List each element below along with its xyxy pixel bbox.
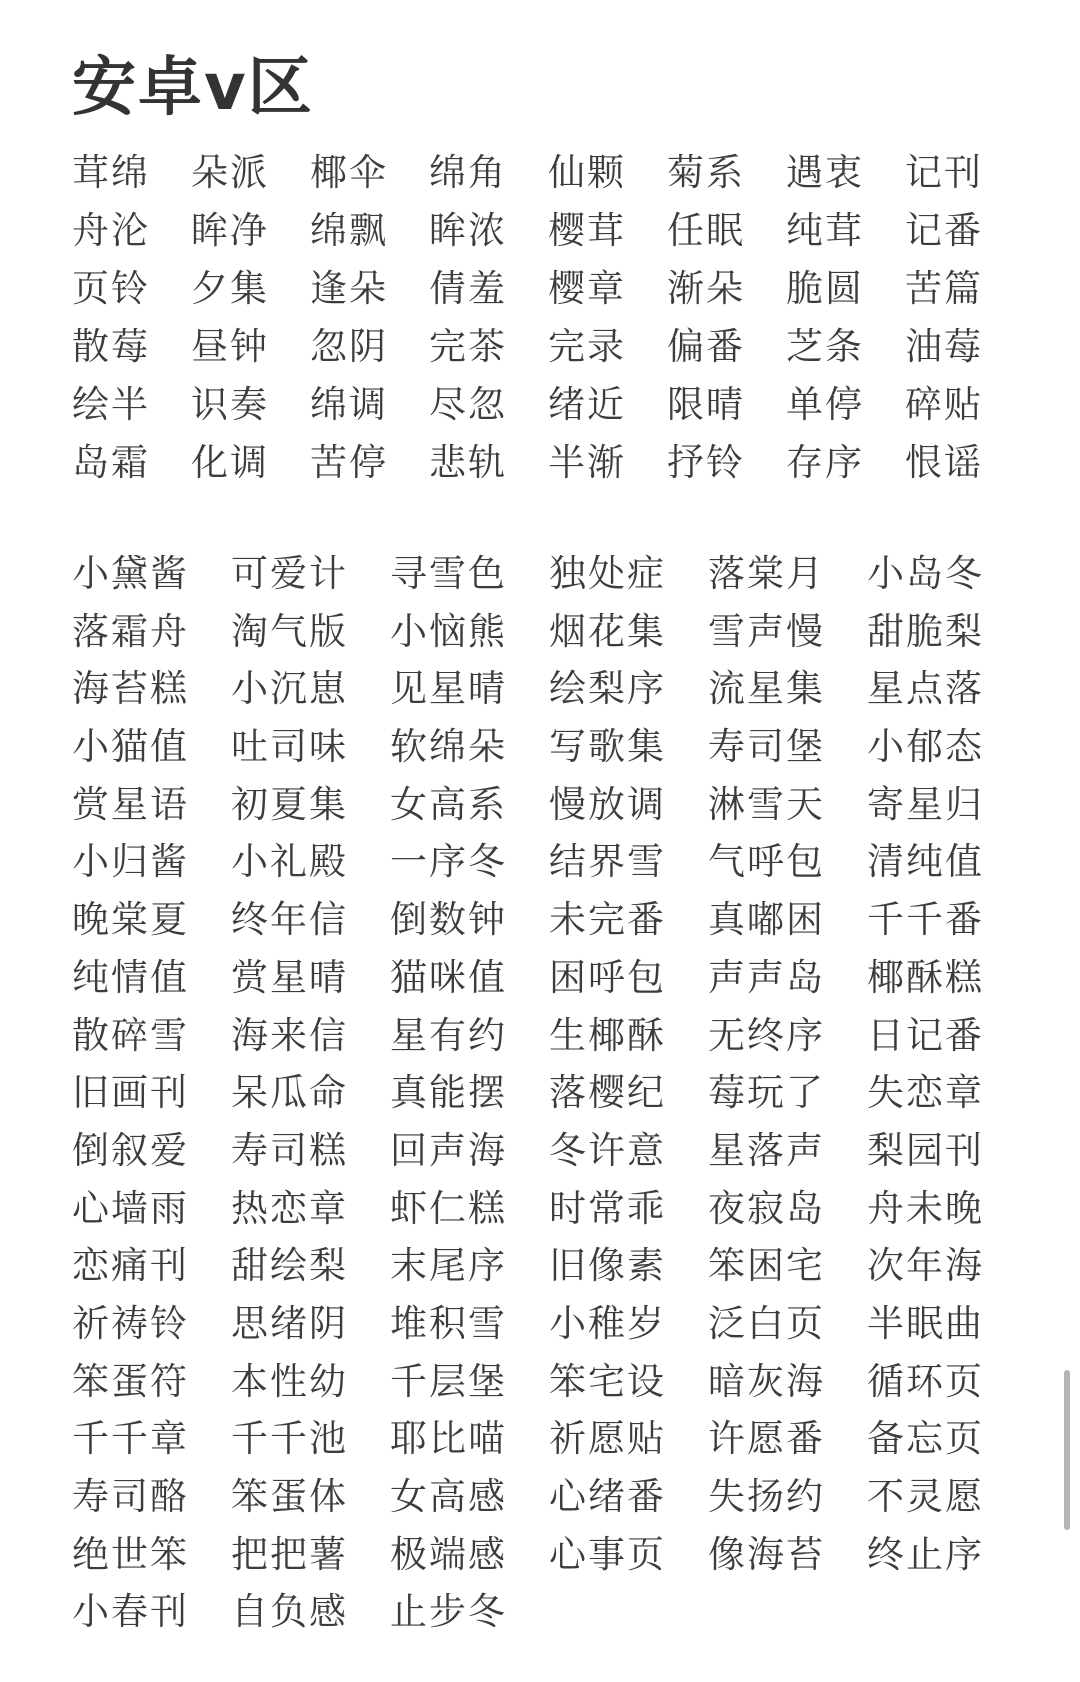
name-item: 极端感 [390,1532,507,1576]
name-item: 油莓 [905,325,983,368]
name-item: 倒数钟 [390,898,507,942]
name-item: 夕集 [191,267,269,310]
name-item: 清纯值 [867,840,984,884]
name-item: 小沉崽 [231,667,348,711]
name-item: 写歌集 [549,725,666,769]
name-item: 小猫值 [72,725,189,769]
name-item: 真嘟困 [708,898,825,942]
name-item: 昼钟 [191,325,269,368]
name-item: 一序冬 [390,840,507,884]
name-item: 朵派 [191,151,269,194]
name-item: 甜脆梨 [867,609,984,653]
name-item: 椰伞 [310,151,388,194]
name-item: 苦篇 [905,267,983,310]
name-item: 女高系 [390,782,507,826]
name-item: 旧像素 [549,1244,666,1288]
name-item: 吐司味 [231,725,348,769]
name-item: 寻雪色 [390,552,507,595]
name-item: 夜寂岛 [708,1186,825,1230]
name-item: 笨蛋体 [231,1475,348,1518]
name-item: 绘半 [72,383,150,426]
name-item: 心绪番 [549,1475,666,1518]
name-item: 生椰酥 [549,1013,666,1057]
name-item: 化调 [191,441,269,484]
name-item: 碎贴 [905,383,983,426]
name-item: 循环页 [867,1359,984,1403]
name-item: 寿司糕 [231,1128,348,1172]
name-item: 限晴 [667,383,745,426]
name-item: 晚棠夏 [72,898,189,942]
name-item: 淋雪天 [708,782,825,826]
name-item: 祈愿贴 [549,1417,666,1461]
name-item: 星落声 [708,1128,825,1172]
name-item: 落樱纪 [549,1071,666,1115]
name-item: 把把薯 [231,1532,348,1576]
name-item: 识奏 [191,383,269,426]
name-item: 记刊 [905,151,983,194]
name-item: 笨蛋符 [72,1359,189,1403]
name-item: 存序 [786,441,864,484]
short-names-grid [72,144,1024,492]
name-item: 耶比喵 [390,1417,507,1461]
name-item: 悲轨 [429,441,507,484]
page-title: 安卓v区 [72,51,314,125]
name-item: 茸绵 [72,151,150,194]
name-item: 笨宅设 [549,1359,666,1403]
name-item: 暗灰海 [708,1359,825,1403]
name-item: 芝条 [786,325,864,368]
name-item: 苦停 [310,441,388,484]
name-item: 页铃 [72,267,150,310]
name-item: 见星晴 [390,667,507,711]
name-item: 呆瓜命 [231,1071,348,1115]
name-item: 散碎雪 [72,1013,189,1057]
name-item: 绵调 [310,383,388,426]
name-item: 本性幼 [231,1359,348,1403]
name-item: 恨谣 [905,441,983,484]
name-item: 忽阴 [310,325,388,368]
name-item: 倩羞 [429,267,507,310]
name-item: 纯茸 [786,209,864,252]
name-item: 千千番 [867,898,984,942]
name-item: 千层堡 [390,1359,507,1403]
name-item: 绘梨序 [549,667,666,711]
name-item: 甜绘梨 [231,1244,348,1288]
name-item: 困呼包 [549,955,666,999]
scrollbar[interactable] [1064,1370,1070,1530]
name-item: 小郁态 [867,725,984,769]
name-item: 思绪阴 [231,1301,348,1345]
name-item: 遇衷 [786,151,864,194]
name-item: 任眠 [667,209,745,252]
name-item: 女高感 [390,1475,507,1518]
name-item: 备忘页 [867,1417,984,1461]
name-item: 无终序 [708,1013,825,1057]
name-item: 虾仁糕 [390,1186,507,1230]
name-item: 日记番 [867,1013,984,1057]
name-item: 脆圆 [786,267,864,310]
name-item: 烟花集 [549,609,666,653]
name-item: 热恋章 [231,1186,348,1230]
name-item: 自负感 [231,1590,348,1634]
name-item: 渐朵 [667,267,745,310]
name-item: 完录 [548,325,626,368]
name-item: 纯情值 [72,955,189,999]
name-item: 单停 [786,383,864,426]
name-item: 终止序 [867,1532,984,1576]
name-item: 失恋章 [867,1071,984,1115]
name-item: 舟未晚 [867,1186,984,1230]
name-item: 绵角 [429,151,507,194]
name-item: 岛霜 [72,441,150,484]
name-item: 恋痛刊 [72,1244,189,1288]
name-item: 像海苔 [708,1532,825,1576]
name-item: 樱茸 [548,209,626,252]
name-item: 笨困宅 [708,1244,825,1288]
name-item: 小归酱 [72,840,189,884]
name-item: 小春刊 [72,1590,189,1634]
name-item: 尽忽 [429,383,507,426]
name-item: 赏星晴 [231,955,348,999]
name-item: 千千章 [72,1417,189,1461]
name-item: 完茶 [429,325,507,368]
name-item: 寄星归 [867,782,984,826]
name-item: 绝世笨 [72,1532,189,1576]
name-item: 可爱计 [231,552,348,595]
name-item: 终年信 [231,898,348,942]
name-item: 半渐 [548,441,626,484]
name-item: 心事页 [549,1532,666,1576]
name-item: 小恼熊 [390,609,507,653]
name-item: 泛白页 [708,1301,825,1345]
name-item: 真能摆 [390,1071,507,1115]
name-item: 慢放调 [549,782,666,826]
name-item: 逢朵 [310,267,388,310]
name-item: 雪声慢 [708,609,825,653]
name-item: 赏星语 [72,782,189,826]
name-item: 未完番 [549,898,666,942]
name-item: 眸净 [191,209,269,252]
name-item: 心墙雨 [72,1186,189,1230]
name-item: 不灵愿 [867,1475,984,1518]
name-item: 许愿番 [708,1417,825,1461]
name-item: 冬许意 [549,1128,666,1172]
name-item: 堆积雪 [390,1301,507,1345]
name-item: 樱章 [548,267,626,310]
name-item: 初夏集 [231,782,348,826]
name-item: 落霜舟 [72,609,189,653]
name-item: 星点落 [867,667,984,711]
name-item: 寿司酪 [72,1475,189,1518]
name-item: 失扬约 [708,1475,825,1518]
name-item: 旧画刊 [72,1071,189,1115]
name-item: 绵飘 [310,209,388,252]
name-item: 气呼包 [708,840,825,884]
name-item: 倒叙爱 [72,1128,189,1172]
name-item: 淘气版 [231,609,348,653]
name-item: 流星集 [708,667,825,711]
name-item: 时常乖 [549,1186,666,1230]
name-item: 末尾序 [390,1244,507,1288]
name-item: 菊系 [667,151,745,194]
name-item: 回声海 [390,1128,507,1172]
name-item: 舟沦 [72,209,150,252]
name-item: 眸浓 [429,209,507,252]
name-item: 小岛冬 [867,552,984,595]
name-item: 结界雪 [549,840,666,884]
name-item: 软绵朵 [390,725,507,769]
name-item: 小黛酱 [72,552,189,595]
name-item: 海苔糕 [72,667,189,711]
name-item: 莓玩了 [708,1071,825,1115]
name-item: 寿司堡 [708,725,825,769]
name-item: 绪近 [548,383,626,426]
name-item: 次年海 [867,1244,984,1288]
long-names-grid [72,545,1026,1641]
name-item: 散莓 [72,325,150,368]
name-item: 记番 [905,209,983,252]
name-item: 小稚岁 [549,1301,666,1345]
name-item: 星有约 [390,1013,507,1057]
name-item: 梨园刊 [867,1128,984,1172]
name-item: 抒铃 [667,441,745,484]
name-item: 偏番 [667,325,745,368]
name-item: 小礼殿 [231,840,348,884]
name-item: 独处症 [549,552,666,595]
name-item: 猫咪值 [390,955,507,999]
name-item: 落棠月 [708,552,825,595]
name-item: 仙颗 [548,151,626,194]
name-item: 声声岛 [708,955,825,999]
name-item: 海来信 [231,1013,348,1057]
name-item: 祈祷铃 [72,1301,189,1345]
name-item: 椰酥糕 [867,955,984,999]
name-item: 止步冬 [390,1590,507,1634]
name-item: 千千池 [231,1417,348,1461]
name-item: 半眠曲 [867,1301,984,1345]
